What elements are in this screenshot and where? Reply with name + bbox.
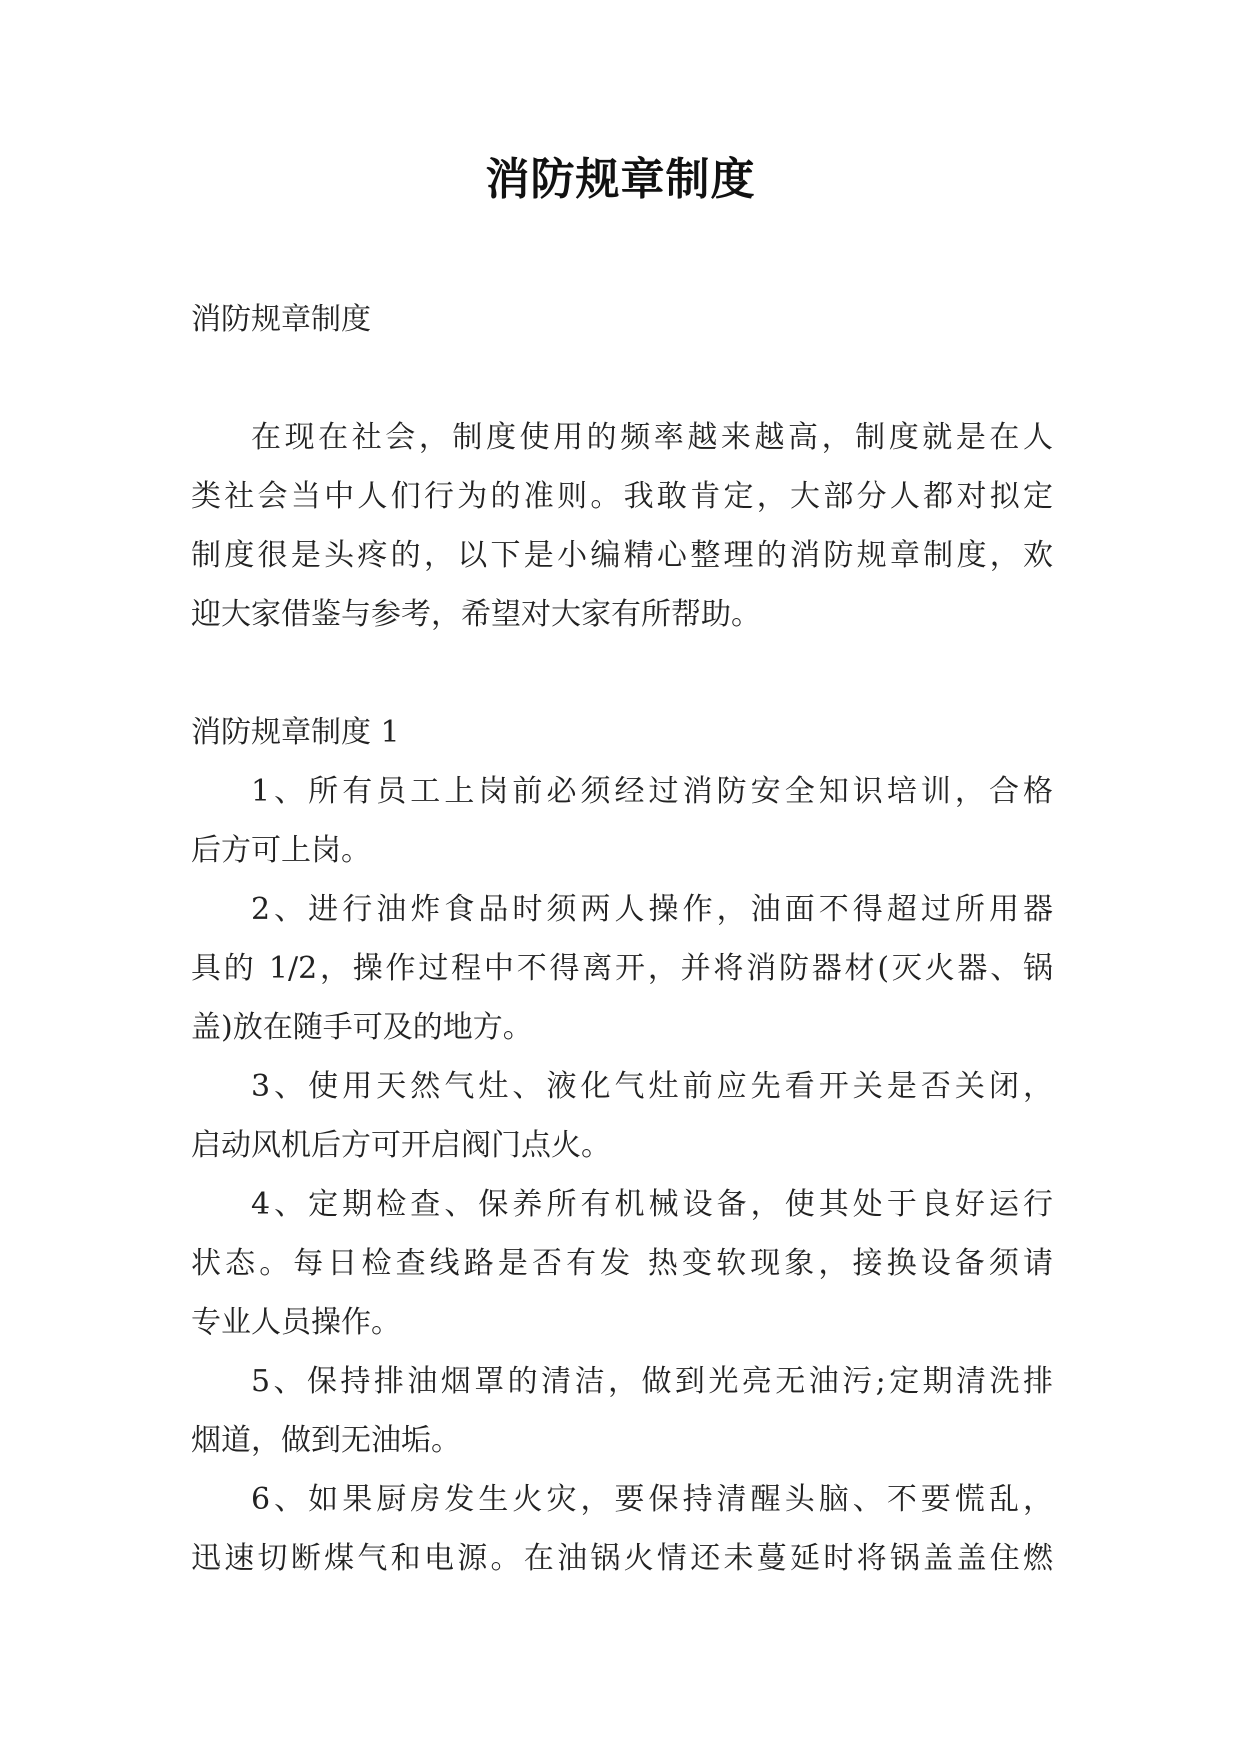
rule-line: 5、保持排油烟罩的清洁，做到光亮无油污;定期清洗排 [251, 1364, 1053, 1399]
paragraph-spacer [191, 644, 1053, 703]
rule-line: 后方可上岗。 [191, 833, 371, 868]
rule-item [191, 880, 1053, 1057]
rule-line: 3、使用天然气灶、液化气灶前应先看开关是否关闭， [251, 1069, 1053, 1104]
rule-line: 专业人员操作。 [191, 1305, 401, 1340]
rule-line: 2、进行油炸食品时须两人操作，油面不得超过所用器 [251, 892, 1053, 927]
rule-item [191, 762, 1053, 880]
rule-line: 迅速切断煤气和电源。在油锅火情还未蔓延时将锅盖盖住燃 [191, 1541, 1053, 1576]
rule-item [191, 1352, 1053, 1470]
intro-line: 制度很是头疼的，以下是小编精心整理的消防规章制度，欢 [191, 538, 1053, 573]
intro-paragraph [191, 408, 1053, 644]
rule-line: 4、定期检查、保养所有机械设备，使其处于良好运行 [251, 1187, 1053, 1222]
rule-item [191, 1175, 1053, 1352]
rule-line: 盖)放在随手可及的地方。 [191, 1010, 533, 1045]
section-heading: 消防规章制度 1 [191, 715, 400, 750]
rule-item [191, 1057, 1053, 1175]
intro-line: 类社会当中人们行为的准则。我敢肯定，大部分人都对拟定 [191, 479, 1053, 514]
intro-line: 在现在社会，制度使用的频率越来越高，制度就是在人 [251, 420, 1053, 455]
rule-line: 状态。每日检查线路是否有发 热变软现象，接换设备须请 [191, 1246, 1053, 1281]
rule-line: 启动风机后方可开启阀门点火。 [191, 1128, 611, 1163]
rule-line: 6、如果厨房发生火灾，要保持清醒头脑、不要慌乱， [251, 1482, 1053, 1517]
document-subtitle: 消防规章制度 [191, 302, 371, 337]
intro-line: 迎大家借鉴与参考，希望对大家有所帮助。 [191, 597, 761, 632]
paragraph-spacer [191, 349, 1053, 408]
rule-line: 烟道，做到无油垢。 [191, 1423, 461, 1458]
rule-line: 1、所有员工上岗前必须经过消防安全知识培训，合格 [251, 774, 1053, 809]
rule-item [191, 1470, 1053, 1588]
rule-line: 具的 1/2，操作过程中不得离开，并将消防器材(灭火器、锅 [191, 951, 1053, 986]
document-body [191, 290, 1053, 1588]
document-title: 消防规章制度 [485, 154, 756, 205]
